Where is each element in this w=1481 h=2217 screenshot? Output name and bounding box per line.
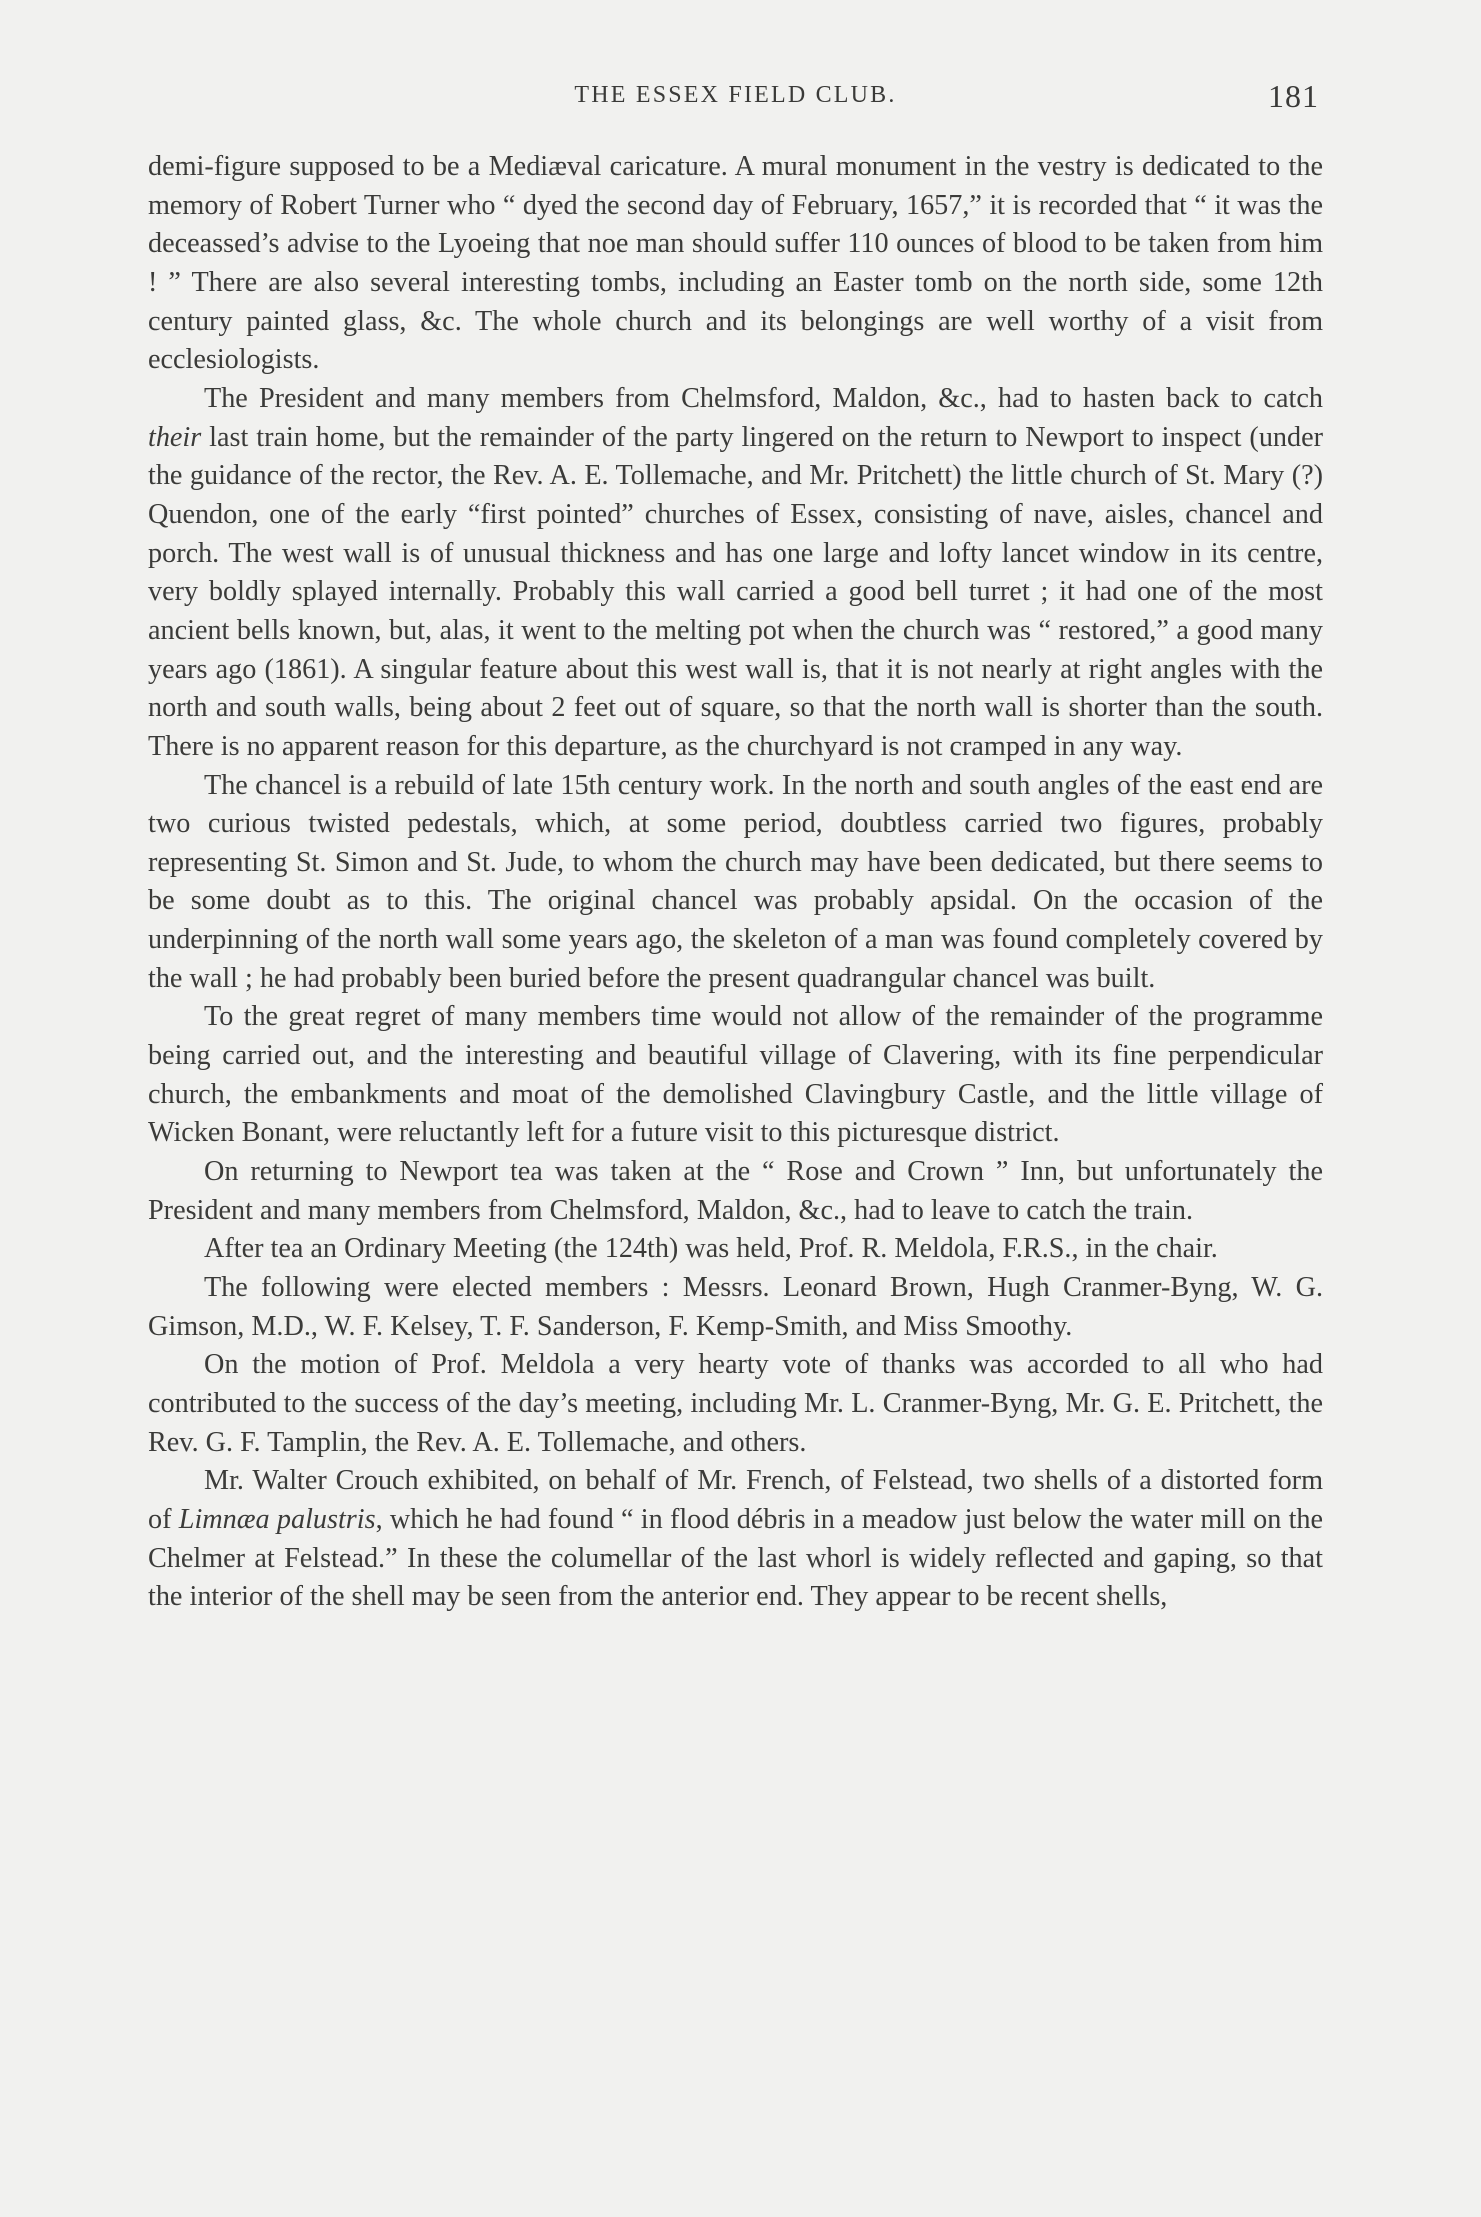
body-text <box>148 148 1323 1617</box>
text-run: , which he had found “ in flood débris in a meadow just below the water mill on the Chelmer at Felstead.” In these the columellar of the last whorl is widely reflected and gaping, so that the interior of the shell may be seen from the anterior end. They appear to be recent shells, <box>148 1503 1324 1613</box>
paragraph <box>148 998 1323 1153</box>
paragraph <box>148 1269 1323 1346</box>
text-run: On returning to Newport tea was taken at the “ Rose and Crown ” Inn, but unfortunately the President and many members from Chelmsford, Maldon, &c., had to leave to catch the train. <box>148 1156 1323 1226</box>
text-run: To the great regret of many members time would not allow of the remainder of the programme being carried out, and the interesting and beautiful village of Clavering, with its fine perpendicular church, the embankments and moat of the demolished Clavingbury Castle, and the little village of Wicken Bonant, were reluctantly left for a future visit to this picturesque district. <box>148 1001 1323 1149</box>
paragraph <box>148 148 1323 380</box>
text-run: The chancel is a rebuild of late 15th century work. In the north and south angles of the east end are two curious twisted pedestals, which, at some period, doubtless carried two figures, probably representing St. Simon and St. Jude, to whom the church may have been dedicated, but there seems to be some doubt as to this. The original chancel was probably apsidal. On the occasion of the underpinning of the north wall some years ago, the skeleton of a man was found completely covered by the wall ; he had probably been buried before the present quadrangular chancel was built. <box>148 769 1323 994</box>
italic-text: their <box>148 421 202 453</box>
paragraph <box>148 1230 1323 1269</box>
italic-text: Limnæa palustris <box>178 1503 376 1535</box>
text-run: demi-figure supposed to be a Mediæval caricature. A mural monument in the vestry is dedicated to the memory of Robert Turner who “ dyed the second day of February, 1657,” it is recorded that “ it was the deceassed’s advise to the Lyoeing that noe man should suffer 110 ounces of blood to be taken from him ! ” There are also several interesting tombs, including an Easter tomb on the north side, some 12th century painted glass, &c. The whole church and its belongings are well worthy of a visit from ecclesiologists. <box>148 151 1323 376</box>
text-run: Mr. Walter Crouch exhibited, on behalf of Mr. French, of Felstead, two shells of a distorted form of <box>148 1465 1323 1535</box>
paragraph <box>148 1346 1323 1462</box>
text-run: After tea an Ordinary Meeting (the 124th) was held, Prof. R. Meldola, F.R.S., in the chair. <box>204 1233 1218 1265</box>
paragraph <box>148 1153 1323 1230</box>
text-run: On the motion of Prof. Meldola a very hearty vote of thanks was accorded to all who had contributed to the success of the day’s meeting, including Mr. L. Cranmer-Byng, Mr. G. E. Pritchett, the Rev. G. F. Tamplin, the Rev. A. E. Tollemache, and others. <box>148 1349 1323 1458</box>
text-run: The President and many members from Chelmsford, Maldon, &c., had to hasten back to catch <box>204 382 1323 414</box>
paragraph <box>148 380 1323 767</box>
text-run: The following were elected members : Messrs. Leonard Brown, Hugh Cranmer-Byng, W. G. Gimson, M.D., W. F. Kelsey, T. F. Sanderson, F. Kemp-Smith, and Miss Smoothy. <box>148 1272 1323 1342</box>
page-number: 181 <box>1268 78 1319 114</box>
paragraph <box>148 767 1323 999</box>
running-title: THE ESSEX FIELD CLUB. <box>574 82 897 108</box>
text-run: last train home, but the remainder of the party lingered on the return to Newport to inspect (under the guidance of the rector, the Rev. A. E. Tollemache, and Mr. Pritchett) the little church of St. Mary (?) Quendon, one of the early “first pointed” churches of Essex, consisting of nave, aisles, chancel and porch. The west wall is of unusual thickness and has one large and lofty lancet window in its centre, very boldly splayed internally. Probably this wall carried a good bell turret ; it had one of the most ancient bells known, but, alas, it went to the melting pot when the church was “ restored,” a good many years ago (1861). A singular feature about this west wall is, that it is not nearly at right angles with the north and south walls, being about 2 feet out of square, so that the north wall is shorter than the south. There is no apparent reason for this departure, as the churchyard is not cramped in any way. <box>148 421 1323 762</box>
paragraph <box>148 1462 1323 1617</box>
running-head <box>148 78 1323 118</box>
